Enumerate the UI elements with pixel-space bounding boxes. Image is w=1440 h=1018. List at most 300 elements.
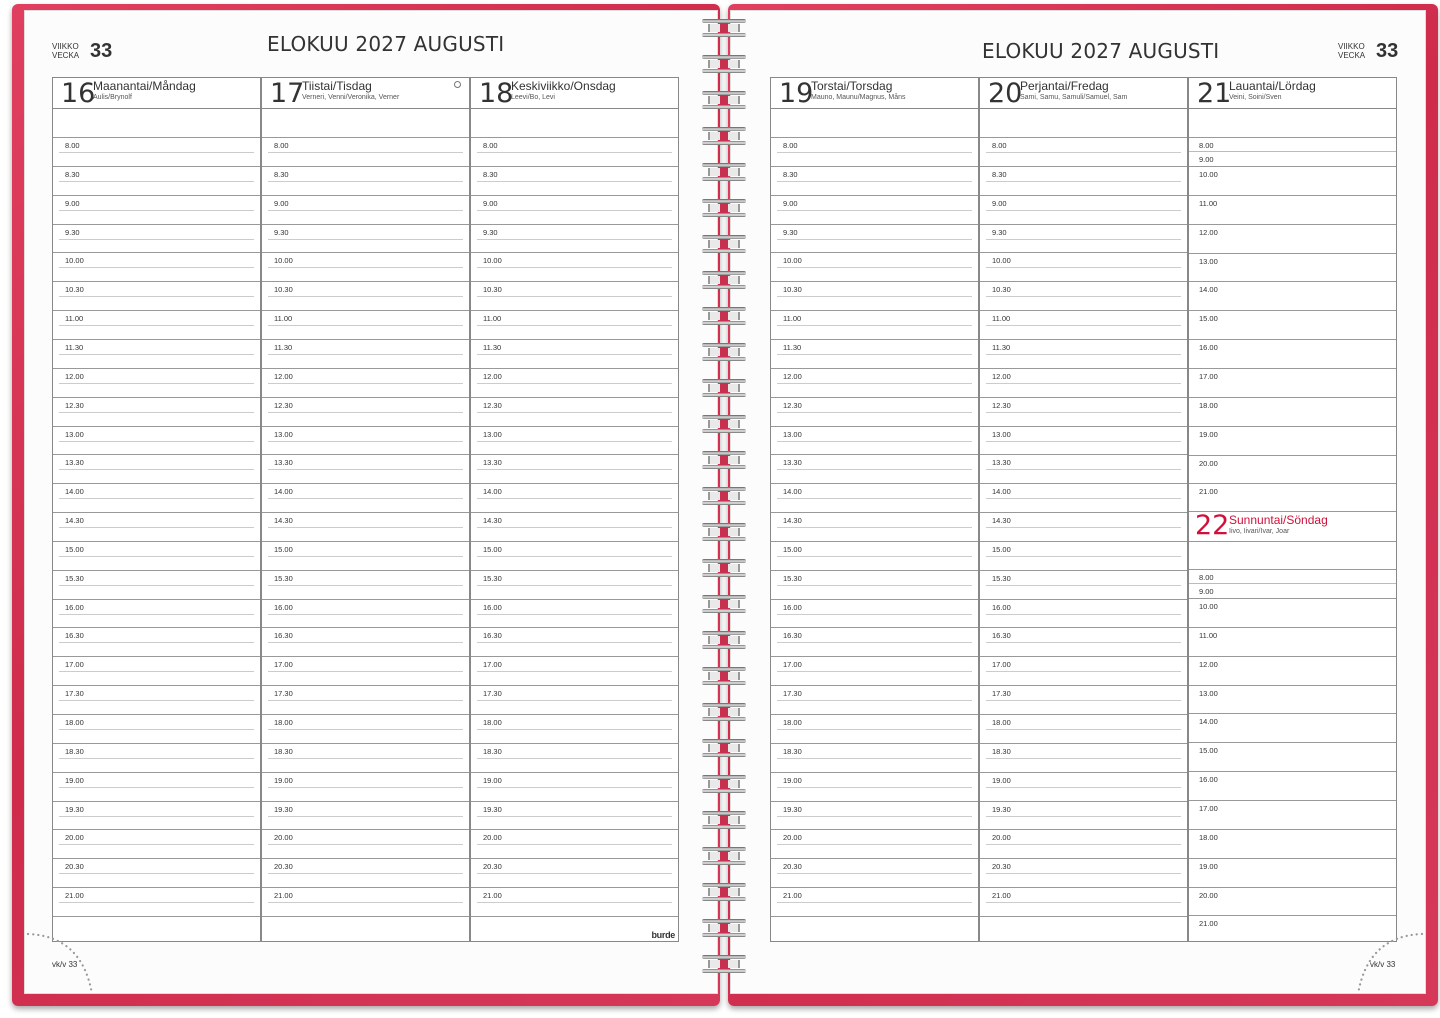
time-slot[interactable] [771,454,978,484]
time-slot[interactable] [980,368,1187,398]
time-label: 17.00 [783,660,802,670]
spiral-ring [700,306,748,326]
half-hour-line [477,787,672,788]
time-slot[interactable] [1189,483,1396,497]
time-slot[interactable] [1189,310,1396,324]
time-slot[interactable] [471,368,678,398]
time-slot[interactable] [53,512,260,542]
time-label: 8.00 [1199,573,1214,582]
time-label: 12.00 [1199,227,1218,237]
time-slot[interactable] [980,599,1187,629]
time-slot[interactable] [471,685,678,715]
time-slot[interactable] [771,858,978,888]
time-slot[interactable] [53,714,260,744]
time-slot[interactable] [53,137,260,167]
time-label: 20.00 [1199,890,1218,900]
time-slot[interactable] [980,426,1187,456]
time-label: 20.30 [992,862,1011,872]
time-label: 13.00 [65,429,84,439]
half-hour-line [59,469,254,470]
time-slot[interactable] [262,368,469,398]
time-slot[interactable] [262,714,469,744]
half-hour-line [59,296,254,297]
time-slot[interactable] [262,281,469,311]
day-name: Sunnuntai/Söndag [1229,513,1328,527]
time-slot[interactable] [262,829,469,859]
half-hour-line [777,642,972,643]
time-slot[interactable] [771,339,978,369]
time-slot[interactable] [980,454,1187,484]
time-label: 15.30 [992,573,1011,583]
time-slot[interactable] [771,656,978,686]
half-hour-line [59,700,254,701]
half-hour-line [986,642,1181,643]
time-slot[interactable] [53,772,260,802]
time-slot[interactable] [471,166,678,196]
time-label: 12.00 [274,371,293,381]
time-slot[interactable] [53,483,260,513]
time-label: 13.30 [783,458,802,468]
half-hour-line [268,556,463,557]
time-slot[interactable] [471,281,678,311]
half-hour-line [268,210,463,211]
time-label: 18.30 [274,746,293,756]
time-slot[interactable] [262,252,469,282]
time-slot[interactable] [980,685,1187,715]
time-slot[interactable] [1189,224,1396,237]
left-page [24,10,718,994]
time-slot[interactable] [262,224,469,254]
time-slot[interactable] [980,743,1187,773]
half-hour-line [477,671,672,672]
time-slot[interactable] [980,829,1187,859]
half-hour-line [477,498,672,499]
time-label: 21.00 [274,891,293,901]
time-slot[interactable] [262,570,469,600]
time-label: 10.00 [483,256,502,266]
time-slot[interactable] [53,656,260,686]
time-slot[interactable] [471,714,678,744]
time-slot[interactable] [471,656,678,686]
spiral-ring [700,18,748,38]
half-hour-line [777,296,972,297]
time-label: 17.00 [274,660,293,670]
time-slot[interactable] [471,627,678,657]
week-label-sv: VECKA [52,51,80,60]
time-label: 10.00 [1199,170,1218,179]
spiral-ring [700,342,748,362]
time-label: 13.00 [992,429,1011,439]
time-slot[interactable] [771,224,978,254]
time-slot[interactable] [1189,598,1396,611]
day-name: Keskiviikko/Onsdag [511,79,616,93]
time-slot[interactable] [771,627,978,657]
half-hour-line [268,498,463,499]
time-slot[interactable] [262,512,469,542]
time-slot[interactable] [471,858,678,888]
time-label: 8.30 [483,169,498,179]
time-slot[interactable] [262,599,469,629]
time-slot[interactable] [1189,426,1396,439]
half-hour-line [777,498,972,499]
time-label: 10.30 [992,285,1011,295]
half-hour-line [777,354,972,355]
time-slot[interactable] [771,397,978,427]
time-slot[interactable] [262,397,469,427]
time-slot[interactable] [771,743,978,773]
time-slot[interactable] [471,397,678,427]
time-slot[interactable] [262,656,469,686]
time-slot[interactable] [471,541,678,571]
time-label: 8.00 [65,141,80,150]
time-slot[interactable] [1189,656,1396,669]
time-slot[interactable] [471,310,678,340]
time-label: 12.30 [274,400,293,410]
time-slot-blank[interactable] [980,916,1187,937]
time-slot[interactable] [1189,281,1396,295]
time-label: 11.00 [783,314,802,324]
time-slot[interactable] [471,426,678,456]
week-label [52,42,79,60]
time-slot[interactable] [771,685,978,715]
half-hour-line [986,585,1181,586]
half-hour-line [268,642,463,643]
day-column-saturday-sunday[interactable] [1188,77,1397,942]
half-hour-line [477,267,672,268]
time-slot[interactable] [771,541,978,571]
time-slot[interactable] [262,137,469,167]
spiral-ring [700,90,748,110]
time-label: 13.00 [1199,256,1218,266]
time-slot[interactable] [771,829,978,859]
time-slot[interactable] [980,570,1187,600]
time-slot[interactable] [980,137,1187,167]
time-slot[interactable] [53,195,260,225]
time-label: 9.00 [783,198,798,208]
half-hour-line [986,527,1181,528]
time-slot[interactable] [262,426,469,456]
time-slot[interactable] [53,829,260,859]
time-slot[interactable] [471,599,678,629]
spiral-ring [700,486,748,506]
time-slot[interactable] [1189,583,1396,596]
time-slot[interactable] [53,339,260,369]
time-slot[interactable] [53,887,260,917]
half-hour-line [59,873,254,874]
time-label: 15.30 [274,573,293,583]
time-label: 20.00 [1199,458,1218,468]
time-slot[interactable] [53,599,260,629]
week-label-fi: VIIKKO [1338,42,1365,51]
time-slot[interactable] [262,195,469,225]
time-label: 21.00 [783,891,802,901]
half-hour-line [477,469,672,470]
half-hour-line [59,585,254,586]
half-hour-line [268,527,463,528]
half-hour-line [268,902,463,903]
half-hour-line [268,441,463,442]
half-hour-line [268,267,463,268]
time-slot[interactable] [980,224,1187,254]
time-slot[interactable] [1189,455,1396,468]
half-hour-line [986,873,1181,874]
time-label: 18.00 [65,718,84,727]
time-label: 8.00 [783,141,798,150]
time-slot[interactable] [1189,685,1396,698]
time-slot[interactable] [771,772,978,802]
time-slot[interactable] [1189,397,1396,410]
day-header [471,78,678,109]
day-column-friday[interactable] [979,77,1188,942]
time-slot[interactable] [53,166,260,196]
time-slot[interactable] [980,714,1187,744]
time-slot[interactable] [262,685,469,715]
time-slot[interactable] [53,281,260,311]
half-hour-line [268,671,463,672]
time-slot[interactable] [262,166,469,196]
time-slot[interactable] [980,772,1187,802]
time-slot[interactable] [262,541,469,571]
time-label: 10.00 [1199,602,1218,611]
time-slot[interactable] [262,887,469,917]
time-slot[interactable] [771,195,978,225]
time-slot[interactable] [980,483,1187,513]
time-slot[interactable] [53,541,260,571]
day-name: Lauantai/Lördag [1229,79,1316,93]
time-slot[interactable] [1189,800,1396,813]
time-slot[interactable] [771,426,978,456]
time-slot[interactable] [771,368,978,398]
time-slot[interactable] [53,397,260,427]
time-slot[interactable] [53,426,260,456]
time-slot[interactable] [980,627,1187,657]
time-slot[interactable] [262,743,469,773]
time-label: 19.00 [783,775,802,785]
time-slot[interactable] [980,512,1187,542]
time-slot[interactable] [980,252,1187,282]
half-hour-line [268,614,463,615]
time-slot[interactable] [1189,627,1396,640]
time-slot[interactable] [471,454,678,484]
time-slot[interactable] [53,801,260,831]
time-label: 15.00 [1199,314,1218,324]
time-slot[interactable] [980,887,1187,917]
time-slot[interactable] [771,599,978,629]
name-day-names: Mauno, Maunu/Magnus, Måns [811,94,906,101]
time-slot[interactable] [262,454,469,484]
time-slot[interactable] [980,541,1187,571]
time-slot[interactable] [771,714,978,744]
day-column-thursday[interactable] [770,77,979,942]
time-label: 17.00 [992,660,1011,670]
time-slot[interactable] [771,801,978,831]
time-slot[interactable] [980,281,1187,311]
time-slot[interactable] [471,137,678,167]
time-label: 17.00 [1199,803,1218,813]
half-hour-line [477,296,672,297]
day-number: 16 [61,78,96,109]
time-slot[interactable] [980,397,1187,427]
time-slot[interactable] [1189,713,1396,727]
time-slot[interactable] [471,224,678,254]
day-column-tuesday[interactable] [261,77,470,942]
half-hour-line [268,585,463,586]
time-slot[interactable] [1189,771,1396,785]
time-label: 16.00 [783,602,802,612]
half-hour-line [268,325,463,326]
time-label: 16.30 [783,631,802,641]
time-slot[interactable] [980,310,1187,340]
spiral-ring [700,234,748,254]
time-slot[interactable] [771,483,978,513]
time-slot[interactable] [262,772,469,802]
time-slot[interactable] [53,570,260,600]
time-slot[interactable] [1189,166,1396,179]
day-column-wednesday[interactable] [470,77,679,942]
time-label: 10.00 [992,256,1011,266]
time-label: 19.30 [783,804,802,814]
time-slot[interactable] [771,310,978,340]
time-slot[interactable] [471,339,678,369]
time-slot[interactable] [980,858,1187,888]
time-slot[interactable] [53,743,260,773]
time-slot[interactable] [53,310,260,340]
half-hour-line [268,412,463,413]
time-label: 11.00 [1199,630,1218,640]
time-label: 15.30 [65,573,84,583]
spiral-ring [700,54,748,74]
time-slot[interactable] [471,483,678,513]
time-slot[interactable] [771,512,978,542]
time-slot[interactable] [53,454,260,484]
time-slot[interactable] [771,166,978,196]
time-slot[interactable] [471,252,678,282]
day-number: 21 [1197,78,1232,109]
week-label-fi: VIIKKO [52,42,79,51]
half-hour-line [986,239,1181,240]
time-slot[interactable] [771,570,978,600]
time-slot[interactable] [1189,829,1396,842]
time-slot[interactable] [980,801,1187,831]
time-slot[interactable] [471,772,678,802]
time-label: 21.00 [1199,487,1218,497]
time-slot[interactable] [980,195,1187,225]
time-slot[interactable] [1189,368,1396,381]
time-slot-blank[interactable] [471,916,678,937]
time-label: 16.00 [992,602,1011,612]
time-label: 11.00 [992,314,1011,324]
half-hour-line [986,902,1181,903]
time-slot[interactable] [980,339,1187,369]
time-slot[interactable] [471,829,678,859]
time-slot[interactable] [771,887,978,917]
time-label: 11.30 [483,342,502,352]
spiral-ring [700,666,748,686]
time-slot[interactable] [1189,742,1396,756]
half-hour-line [777,325,972,326]
half-hour-line [477,441,672,442]
time-label: 9.30 [483,227,498,237]
half-hour-line [59,152,254,153]
half-hour-line [777,873,972,874]
time-slot[interactable] [471,801,678,831]
time-label: 9.30 [992,227,1007,237]
time-slot[interactable] [53,368,260,398]
time-slot-blank[interactable] [771,916,978,937]
time-slot[interactable] [53,252,260,282]
time-slot[interactable] [1189,195,1396,208]
time-slot[interactable] [53,224,260,254]
time-slot[interactable] [471,512,678,542]
time-slot[interactable] [262,310,469,340]
time-slot[interactable] [53,627,260,657]
time-slot[interactable] [262,801,469,831]
time-slot[interactable] [1189,858,1396,871]
time-slot-blank[interactable] [262,916,469,937]
time-label: 20.30 [65,862,84,872]
time-slot[interactable] [980,166,1187,196]
time-slot[interactable] [53,685,260,715]
time-label: 9.00 [1199,587,1214,596]
half-hour-line [986,498,1181,499]
day-column-monday[interactable] [52,77,261,942]
time-slot[interactable] [1189,569,1396,582]
half-hour-line [986,441,1181,442]
half-hour-line [59,844,254,845]
time-slot[interactable] [262,858,469,888]
time-label: 15.00 [1199,746,1218,756]
time-slot[interactable] [1189,253,1396,266]
time-slot[interactable] [53,858,260,888]
time-label: 18.30 [65,746,84,756]
time-slot[interactable] [1189,137,1396,150]
half-hour-line [477,383,672,384]
page-title: ELOKUU 2027 AUGUSTI [267,32,505,56]
name-day-names: Iivo, Iivari/Ivar, Joar [1229,528,1290,535]
time-slot[interactable] [262,339,469,369]
half-hour-line [777,383,972,384]
half-hour-line [777,469,972,470]
time-slot[interactable] [771,281,978,311]
time-slot[interactable] [262,483,469,513]
half-hour-line [777,441,972,442]
spiral-ring [700,774,748,794]
day-name: Maanantai/Måndag [93,79,196,93]
time-slot[interactable] [1189,339,1396,353]
time-slot[interactable] [471,570,678,600]
time-slot[interactable] [1189,887,1396,900]
spiral-ring [700,918,748,938]
half-hour-line [477,816,672,817]
time-slot[interactable] [771,137,978,167]
half-hour-line [268,729,463,730]
time-label: 17.30 [274,689,293,699]
time-slot[interactable] [1189,915,1396,929]
time-slot[interactable] [1189,151,1396,164]
time-label: 9.30 [274,227,289,237]
time-label: 15.00 [992,544,1011,554]
time-slot[interactable] [262,627,469,657]
spiral-ring [700,882,748,902]
time-slot[interactable] [471,743,678,773]
time-slot[interactable] [771,252,978,282]
half-hour-line [477,181,672,182]
time-slot[interactable] [471,195,678,225]
time-label: 18.30 [992,746,1011,756]
day-header [980,78,1187,109]
time-slot[interactable] [980,656,1187,686]
time-slot[interactable] [471,887,678,917]
